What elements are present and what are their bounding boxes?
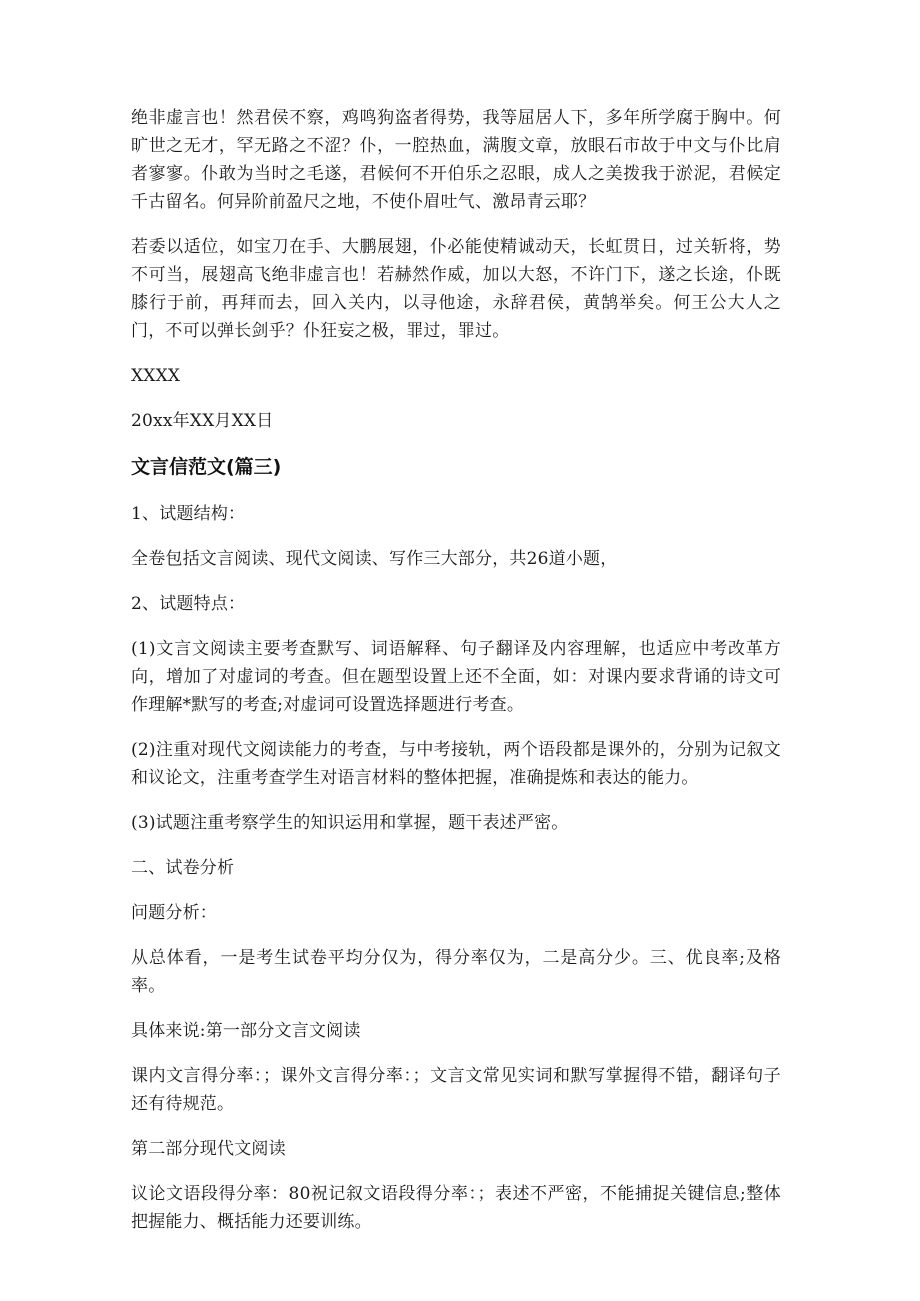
paragraph-part-two: 第二部分现代文阅读 <box>131 1139 286 1159</box>
paragraph-overall: 从总体看，一是考生试卷平均分仅为，得分率仅为，二是高分少。三、优良率;及格率。 <box>131 948 781 996</box>
paragraph-feature-2: (2)注重对现代文阅读能力的考查，与中考接轨，两个语段都是课外的，分别为记叙文和议论文，注重考查学生对语言材料的整体把握，准确提炼和表达的能力。 <box>131 740 781 788</box>
paragraph-structure-content: 全卷包括文言阅读、现代文阅读、写作三大部分，共26道小题， <box>131 549 618 569</box>
signature-date: 20xx年XX月XX日 <box>131 411 274 431</box>
paragraph-problem-analysis: 问题分析： <box>131 903 217 923</box>
paragraph-letter-body-1: 绝非虚言也！然君侯不察，鸡鸣狗盗者得势，我等屈居人下，多年所学腐于胸中。何旷世之无才，罕无路之不涩？仆，一腔热血，满腹文章，放眼石市故于中文与仆比肩者寥寥。仆敢为当时之毛遂，君候何不开伯乐之忍眼，成人之美拨我于淤泥，君候定千古留名。何异阶前盈尺之地，不使仆眉吐气、激昂青云耶？ <box>131 108 781 212</box>
document-page <box>131 104 781 1236</box>
paragraph-feature-3: (3)试题注重考察学生的知识运用和掌握，题干表述严密。 <box>131 813 569 833</box>
paragraph-letter-body-2: 若委以适位，如宝刀在手、大鹏展翅，仆必能使精诚动天，长虹贯日，过关斩将，势不可当，展翅高飞绝非虚言也！若赫然作威，加以大怒，不许门下，遂之长途，仆既膝行于前，再拜而去，回入关内，以寻他途，永辞君侯，黄鹄举矣。何王公大人之门，不可以弹长剑乎？仆狂妄之极，罪过，罪过。 <box>131 237 781 341</box>
paragraph-modern-scores: 议论文语段得分率：80祝记叙文语段得分率：；表述不严密，不能捕捉关键信息;整体把握能力、概括能力还要训练。 <box>131 1184 781 1232</box>
paragraph-analysis-heading: 二、试卷分析 <box>131 858 235 878</box>
signature-name: XXXX <box>131 366 181 386</box>
paragraph-feature-1: (1)文言文阅读主要考查默写、词语解释、句子翻译及内容理解，也适应中考改革方向，增加了对虚词的考查。但在题型设置上还不全面，如：对课内要求背诵的诗文可作理解*默写的考查;对虚词可设置选择题进行考查。 <box>131 639 781 715</box>
paragraph-classical-scores: 课内文言得分率：；课外文言得分率：；文言文常见实词和默写掌握得不错，翻译句子还有待规范。 <box>131 1066 781 1114</box>
paragraph-features-heading: 2、试题特点： <box>131 594 246 614</box>
paragraph-structure-heading: 1、试题结构： <box>131 504 246 524</box>
paragraph-part-one: 具体来说:第一部分文言文阅读 <box>131 1021 361 1041</box>
section-title: 文言信范文(篇三) <box>131 456 282 478</box>
